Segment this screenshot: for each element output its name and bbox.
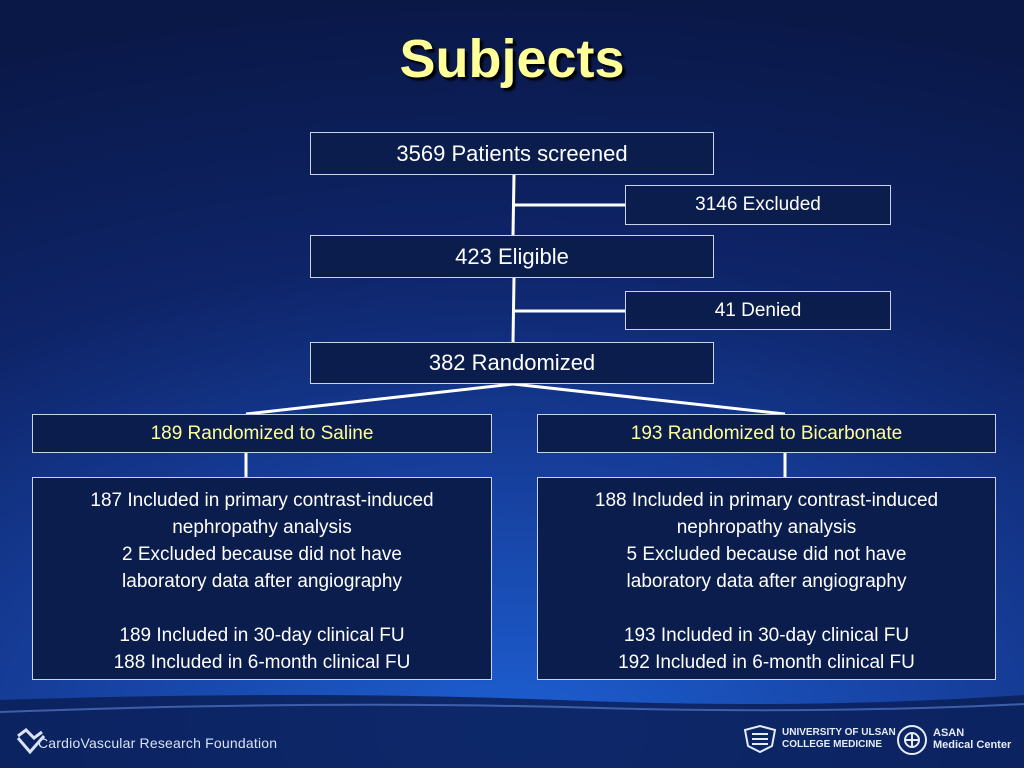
bicarbonate-detail-box [537, 477, 996, 680]
university-crest-icon [742, 724, 778, 754]
bicarbonate-line-4: laboratory data after angiography [626, 571, 907, 592]
excluded-label: 3146 Excluded [695, 194, 821, 215]
saline-line-1: 187 Included in primary contrast-induced [90, 490, 434, 511]
saline-line-2: nephropathy analysis [172, 517, 352, 538]
university-line-1: UNIVERSITY OF ULSAN [782, 727, 896, 738]
randomized-box [310, 342, 714, 384]
university-name [782, 727, 896, 751]
connector-to-saline [246, 384, 513, 414]
bicarbonate-line-5: 193 Included in 30-day clinical FU [623, 625, 910, 646]
bicarbonate-line-3: 5 Excluded because did not have [626, 544, 907, 565]
asan-line-1: ASAN [933, 727, 965, 739]
randomized-label: 382 Randomized [428, 350, 596, 375]
asan-seal-icon [896, 724, 928, 756]
bicarbonate-arm-label: 193 Randomized to Bicarbonate [630, 422, 903, 444]
eligible-box [310, 235, 714, 278]
connector-to-bicarbonate [513, 384, 785, 414]
asan-line-2: Medical Center [933, 739, 1012, 751]
connector-screened-eligible [513, 175, 514, 235]
bicarbonate-line-1: 188 Included in primary contrast-induced [594, 490, 939, 511]
bicarbonate-arm-box [537, 414, 996, 453]
foundation-name: CardioVascular Research Foundation [38, 735, 278, 751]
saline-arm-label: 189 Randomized to Saline [150, 422, 374, 444]
bicarbonate-line-2: nephropathy analysis [676, 517, 857, 538]
screened-box [310, 132, 714, 175]
saline-detail-box [32, 477, 492, 680]
saline-line-5: 189 Included in 30-day clinical FU [119, 625, 405, 646]
university-line-2: COLLEGE MEDICINE [782, 739, 883, 750]
asan-name [933, 727, 1011, 751]
eligible-label: 423 Eligible [455, 243, 569, 269]
excluded-box [625, 185, 891, 225]
saline-line-3: 2 Excluded because did not have [122, 544, 402, 565]
denied-label: 41 Denied [714, 299, 802, 321]
denied-box [625, 291, 891, 330]
bicarbonate-line-6: 192 Included in 6-month clinical FU [618, 652, 915, 673]
saline-line-6: 188 Included in 6-month clinical FU [113, 652, 411, 673]
saline-line-4: laboratory data after angiography [122, 571, 402, 592]
saline-arm-box [32, 414, 492, 453]
slide-title: Subjects [399, 29, 625, 89]
connector-eligible-randomized [513, 278, 514, 342]
screened-label: 3569 Patients screened [396, 140, 628, 166]
